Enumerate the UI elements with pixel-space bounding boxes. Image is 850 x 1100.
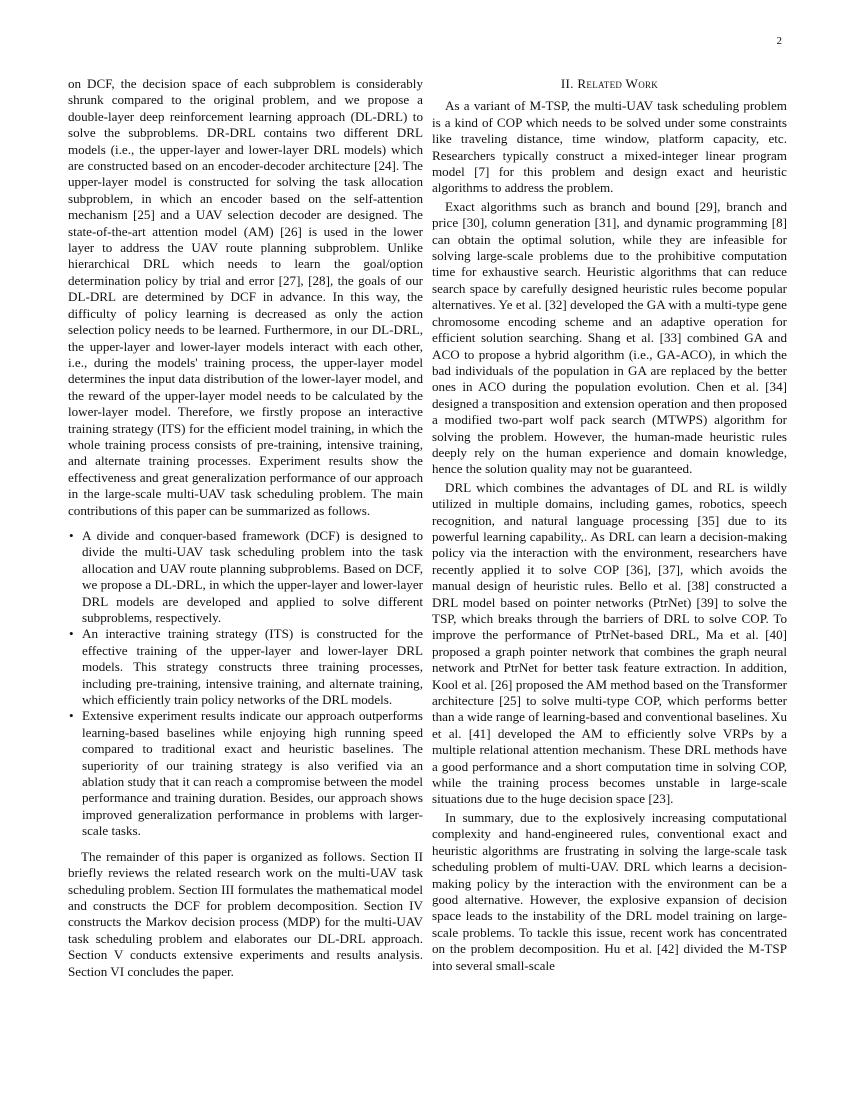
body-paragraph: As a variant of M-TSP, the multi-UAV task scheduling problem is a kind of COP which needs to be solved under some constraints like traveling distance, time window, platform capacity, etc. Researchers typically construct a mixed-integer linear program model [7] for this problem and design exact and heuristic algorithms to address the problem. <box>432 98 787 196</box>
bullet-icon: • <box>69 708 74 724</box>
page-number: 2 <box>776 35 782 47</box>
body-paragraph: In summary, due to the explosively increasing computational complexity and hand-engineered rules, conventional exact and heuristic algorithms are frustrating in solving the large-scale task scheduling problem of multi-UAV. DRL which learns a decision-making policy by the interaction with the environment can be a good alternative. However, the explosive expansion of decision space leads to the instability of the DRL model training on large-scale problems. To tackle this issue, recent work has concentrated on the problem decomposition. Hu et al. [42] divided the M-TSP into several small-scale <box>432 809 787 973</box>
section-title: Related Work <box>577 76 659 91</box>
list-item <box>69 626 423 708</box>
bullet-icon: • <box>69 527 74 543</box>
list-item-text: An interactive training strategy (ITS) is constructed for the effective training of the upper-layer and lower-layer DRL models. This strategy constructs three training processes, including pre-training, intensive training, and alternate training, which efficiently train policy networks of the DRL models. <box>82 626 423 708</box>
list-item <box>69 708 423 839</box>
body-paragraph: Exact algorithms such as branch and bound [29], branch and price [30], column generation [31], and dynamic programming [8] can obtain the optimal solution, while they are infeasible for solving large-scale problems due to the prohibitive computation time for exhaustive search. Heuristic algorithms that can reduce search space by carefully designed heuristic rules become popular alternatives. Ye et al. [32] developed the GA with a multi-type gene chromosome encoding scheme and an adaptive operation for efficient solution searching. Shang et al. [33] combined GA and ACO to propose a hybrid algorithm (i.e., GA-ACO), in which the bad individuals of the population in GA are replaced by the better ones in ACO during the population evolution. Chen et al. [34] designed a transposition and extension operation and then proposed a modified two-part wolf pack search (MTWPS) algorithm for solving the problem. However, the human-made heuristic rules deeply rely on the human experience and domain knowledge, hence the solution quality may not be guaranteed. <box>432 198 787 477</box>
contributions-list <box>68 528 423 840</box>
right-column <box>432 76 787 974</box>
intro-paragraph: on DCF, the decision space of each subproblem is considerably shrunk compared to the original problem, and we propose a double-layer deep reinforcement learning approach (DL-DRL) to solve the subproblems. DR-DRL contains two different DRL models (i.e., the upper-layer and lower-layer DRL models) which are constructed based on an encoder-decoder architecture [24]. The upper-layer model is constructed for solving the task allocation subproblem, in which an encoder based on the self-attention mechanism [25] and a UAV selection decoder are designed. The state-of-the-art attention model (AM) [26] is used in the lower layer to address the UAV route planning subproblem. Unlike hierarchical DRL which needs to learn the goal/option determination policy by trial and error [27], [28], the goals of our DL-DRL are determined by DCF in advance. In this way, the difficulty of policy learning is decreased as only the action selection policy needs to be learned. Furthermore, in our DL-DRL, the upper-layer and lower-layer models interact with each other, i.e., during the models' training process, the upper-layer model determines the input data distribution of the lower-layer model, and the reward of the upper-layer model needs to be calculated by the lower-layer model. Therefore, we firstly propose an interactive training strategy (ITS) for the efficient model training, in which the whole training process consists of pre-training, intensive training, and alternate training processes. Experiment results show the effectiveness and great generalization performance of our approach in the large-scale multi-UAV task scheduling problem. The main contributions of this paper can be summarized as follows. <box>68 76 423 518</box>
bullet-icon: • <box>69 626 74 642</box>
section-heading <box>432 76 787 92</box>
body-paragraph: DRL which combines the advantages of DL and RL is wildly utilized in multiple domains, including games, robotics, speech recognition, and natural language processing [35] due to its powerful learning capability,. As DRL can learn a decision-making policy via the interaction with the environment, researchers have recently applied it to solve COP [36], [37], which avoids the manual design of heuristic rules. Bello et al. [38] constructed a DRL model based on pointer networks (PtrNet) [39] to solve the TSP, which breaks through the barriers of DRL to solve COP. To improve the performance of PtrNet-based DRL, Ma et al. [40] proposed a graph pointer network that combines the graph neural network and PtrNet for better task feature extraction. In addition, Kool et al. [26] proposed the AM method based on the Transformer architecture [25] to solve multi-type COP, which performs better than a wide range of learning-based and conventional baselines. Xu et al. [41] developed the AM to efficiently solve VRPs by a multiple relational attention mechanism. These DRL methods have a good performance and a short computation time in solving COP, while the training process becomes unstable in large-scale situations due to the huge decision space [23]. <box>432 479 787 807</box>
left-column <box>68 76 423 980</box>
organization-paragraph: The remainder of this paper is organized as follows. Section II briefly reviews the related research work on the multi-UAV task scheduling problem. Section III formulates the mathematical model and constructs the DCF for problem decomposition. Section IV constructs the Markov decision process (MDP) for the multi-UAV task scheduling problem and elaborates our DL-DRL approach. Section V conducts extensive experiments and results analysis. Section VI concludes the paper. <box>68 848 423 979</box>
section-number: II. <box>560 76 574 91</box>
list-item <box>69 527 423 626</box>
list-item-text: Extensive experiment results indicate our approach outperforms learning-based baselines while enjoying high running speed compared to traditional exact and heuristic baselines. The superiority of our training strategy is also verified via an ablation study that it can reach a compromise between the model performance and training duration. Besides, our approach shows improved generalization performance in problems with larger-scale tasks. <box>82 708 423 839</box>
list-item-text: A divide and conquer-based framework (DCF) is designed to divide the multi-UAV task scheduling problem into the task allocation and UAV route planning subproblems. Based on DCF, we propose a DL-DRL, in which the upper-layer and lower-layer DRL models are developed and applied to solve different subproblems, respectively. <box>82 527 423 625</box>
